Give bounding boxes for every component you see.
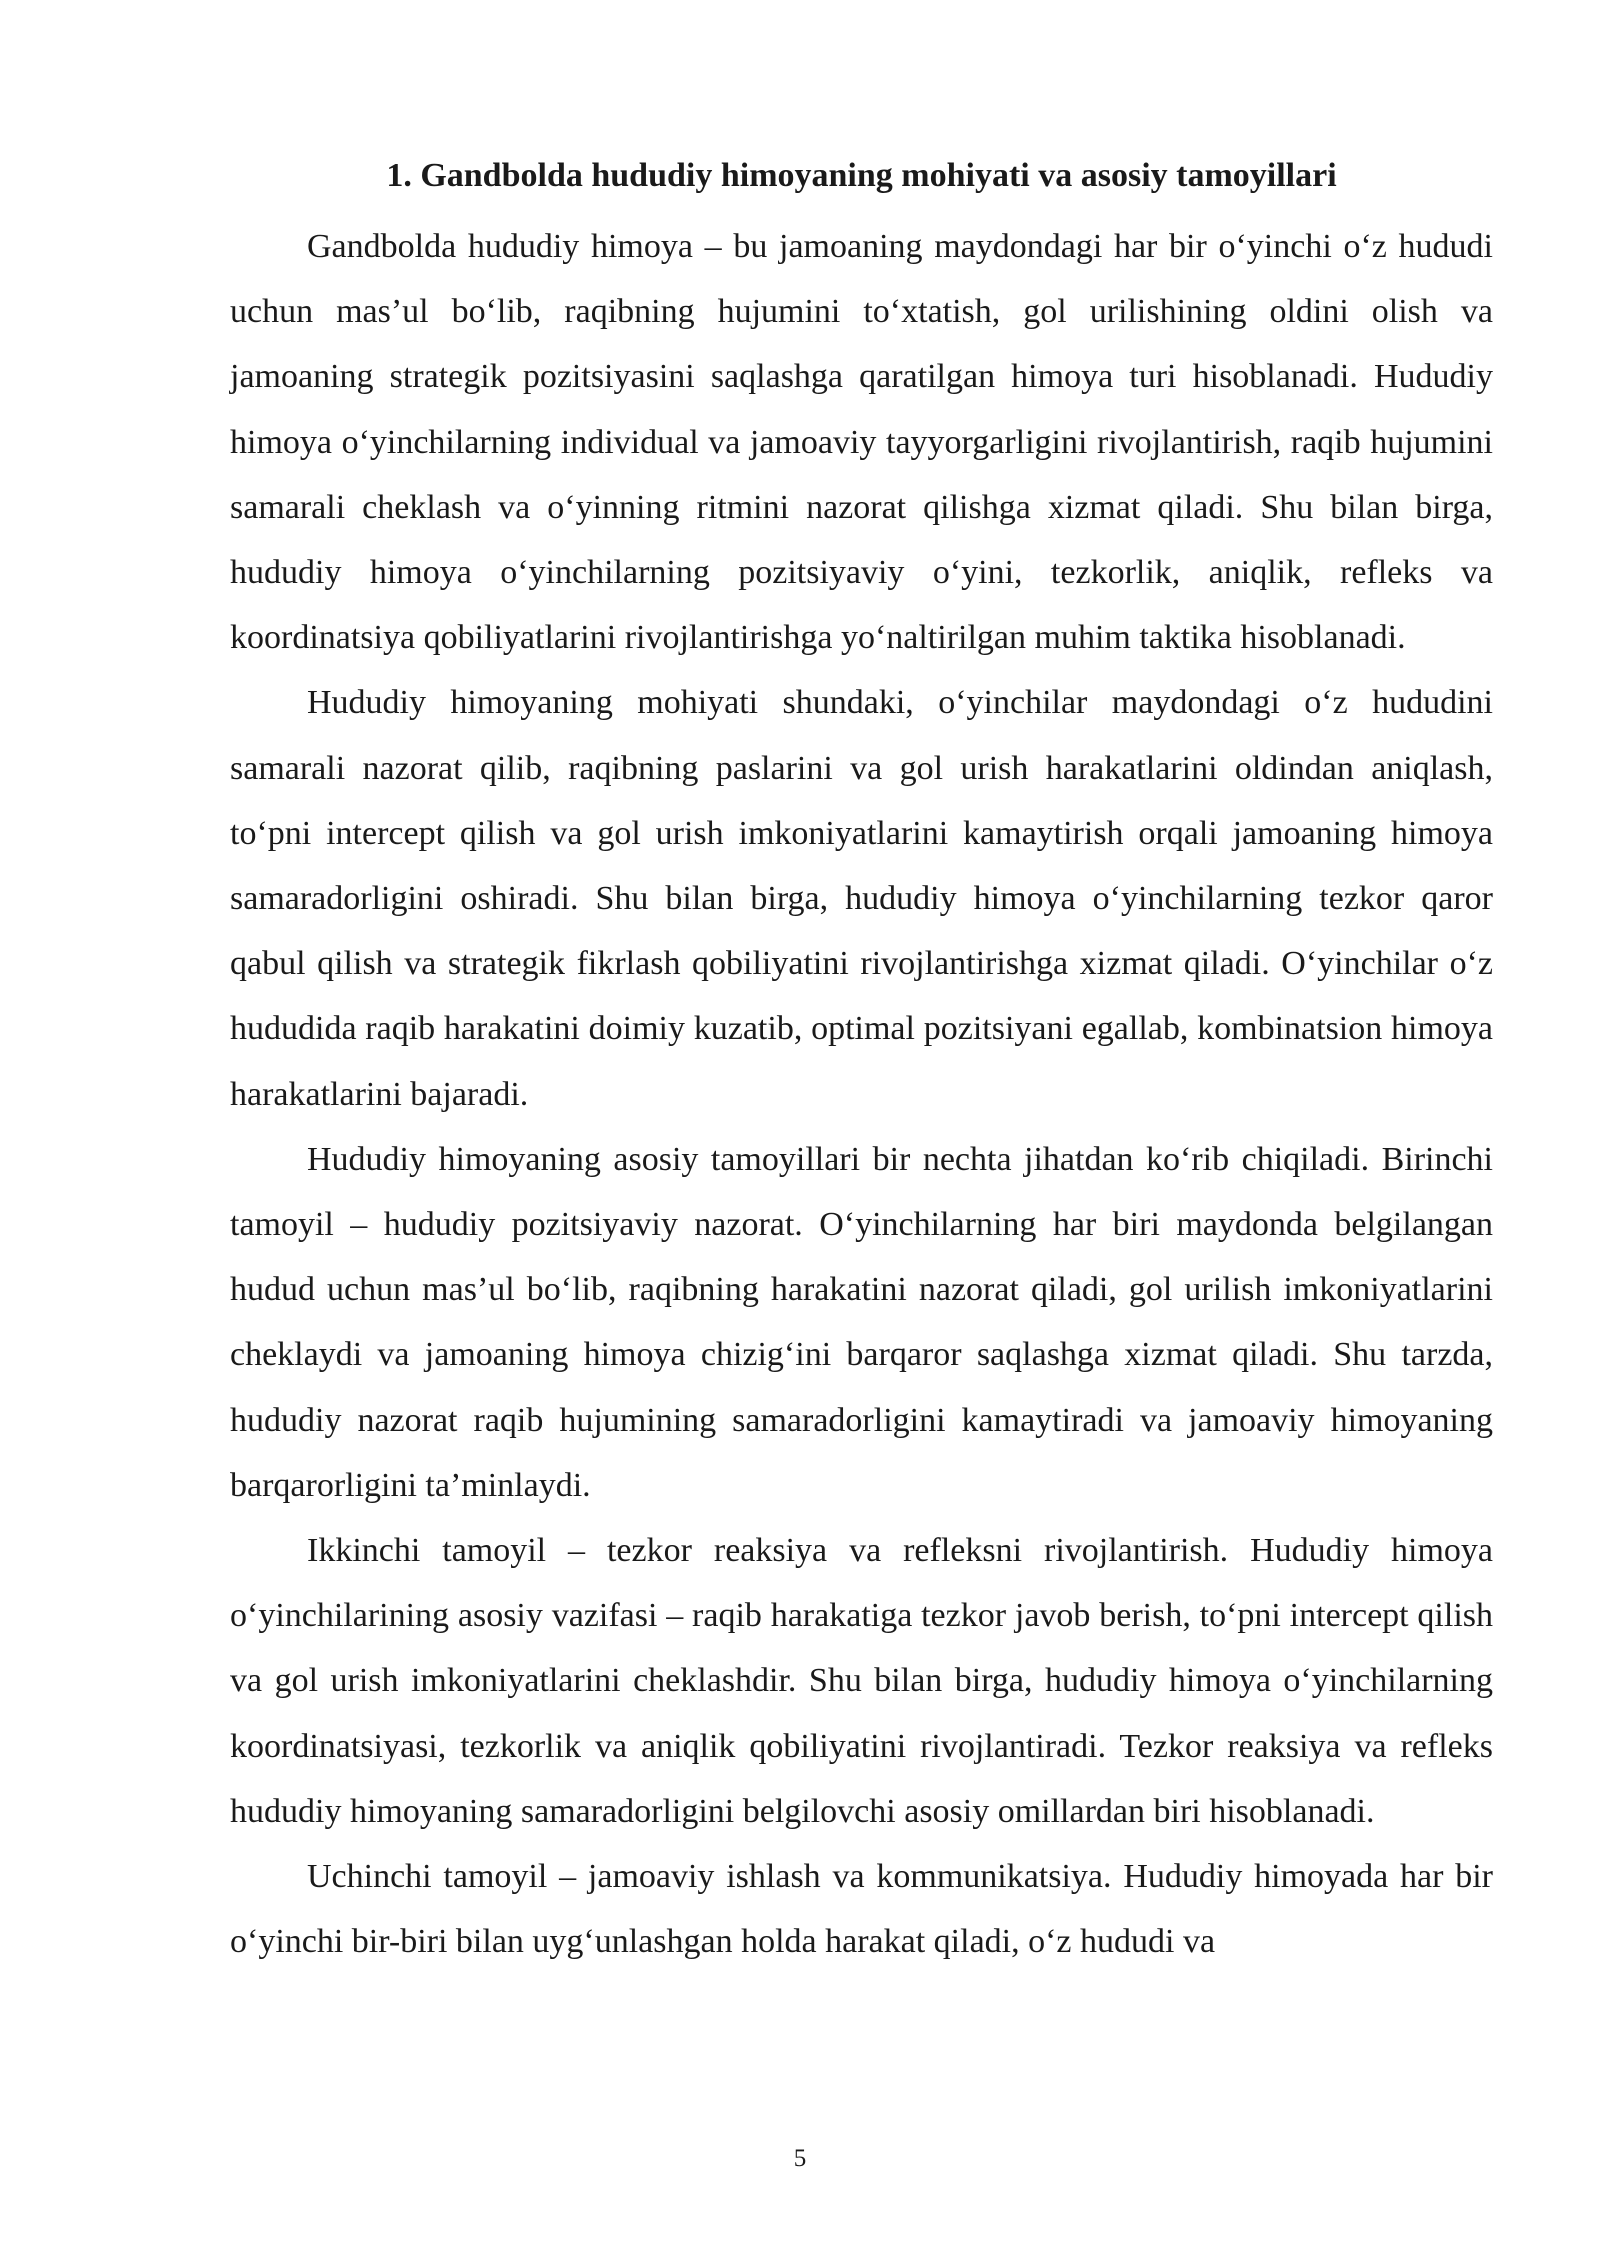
paragraph: Uchinchi tamoyil – jamoaviy ishlash va kommunikatsiya. Hududiy himoyada har bir o‘yinchi bir-biri bilan uyg‘unlashgan holda harakat qiladi, o‘z hududi va [230,1858,1493,1961]
paragraph: Hududiy himoyaning asosiy tamoyillari bir nechta jihatdan ko‘rib chiqiladi. Birinchi tamoyil – hududiy pozitsiyaviy nazorat. O‘yinchilarning har biri maydonda belgilangan hudud uchun mas’ul bo‘lib, raqibning harakatini nazorat qiladi, gol urilish imkoniyatlarini cheklaydi va jamoaning himoya chizig‘ini barqaror saqlashga xizmat qiladi. Shu tarzda, hududiy nazorat raqib hujumining samaradorligini kamaytiradi va jamoaviy himoyaning barqarorligini ta’minlaydi. [230,1140,1493,1504]
page-number: 5 [793,2145,807,2172]
paragraph: Ikkinchi tamoyil – tezkor reaksiya va refleksni rivojlantirish. Hududiy himoya o‘yinchilarining asosiy vazifasi – raqib harakatiga tezkor javob berish, to‘pni intercept qilish va gol urish imkoniyatlarini cheklashdir. Shu bilan birga, hududiy himoya o‘yinchilarning koordinatsiyasi, tezkorlik va aniqlik qobiliyatini rivojlantiradi. Tezkor reaksiya va refleks hududiy himoyaning samaradorligini belgilovchi asosiy omillardan biri hisoblanadi. [230,1532,1493,1830]
section-heading: 1. Gandbolda hududiy himoyaning mohiyati va asosiy tamoyillari [386,157,1337,194]
paragraph: Hududiy himoyaning mohiyati shundaki, o‘yinchilar maydondagi o‘z hududini samarali nazorat qilib, raqibning paslarini va gol urish harakatlarini oldindan aniqlash, to‘pni intercept qilish va gol urish imkoniyatlarini kamaytirish orqali jamoaning himoya samaradorligini oshiradi. Shu bilan birga, hududiy himoya o‘yinchilarning tezkor qaror qabul qilish va strategik fikrlash qobiliyatini rivojlantirishga xizmat qiladi. O‘yinchilar o‘z hududida raqib harakatini doimiy kuzatib, optimal pozitsiyani egallab, kombinatsion himoya harakatlarini bajaradi. [230,684,1493,1113]
paragraph: Gandbolda hududiy himoya – bu jamoaning maydondagi har bir o‘yinchi o‘z hududi uchun mas’ul bo‘lib, raqibning hujumini to‘xtatish, gol urilishining oldini olish va jamoaning strategik pozitsiyasini saqlashga qaratilgan himoya turi hisoblanadi. Hududiy himoya o‘yinchilarning individual va jamoaviy tayyorgarligini rivojlantirish, raqib hujumini samarali cheklash va o‘yinning ritmini nazorat qilishga xizmat qiladi. Shu bilan birga, hududiy himoya o‘yinchilarning pozitsiyaviy o‘yini, tezkorlik, aniqlik, refleks va koordinatsiya qobiliyatlarini rivojlantirishga yo‘naltirilgan muhim taktika hisoblanadi. [230,228,1493,657]
document-page [230,148,1493,1974]
